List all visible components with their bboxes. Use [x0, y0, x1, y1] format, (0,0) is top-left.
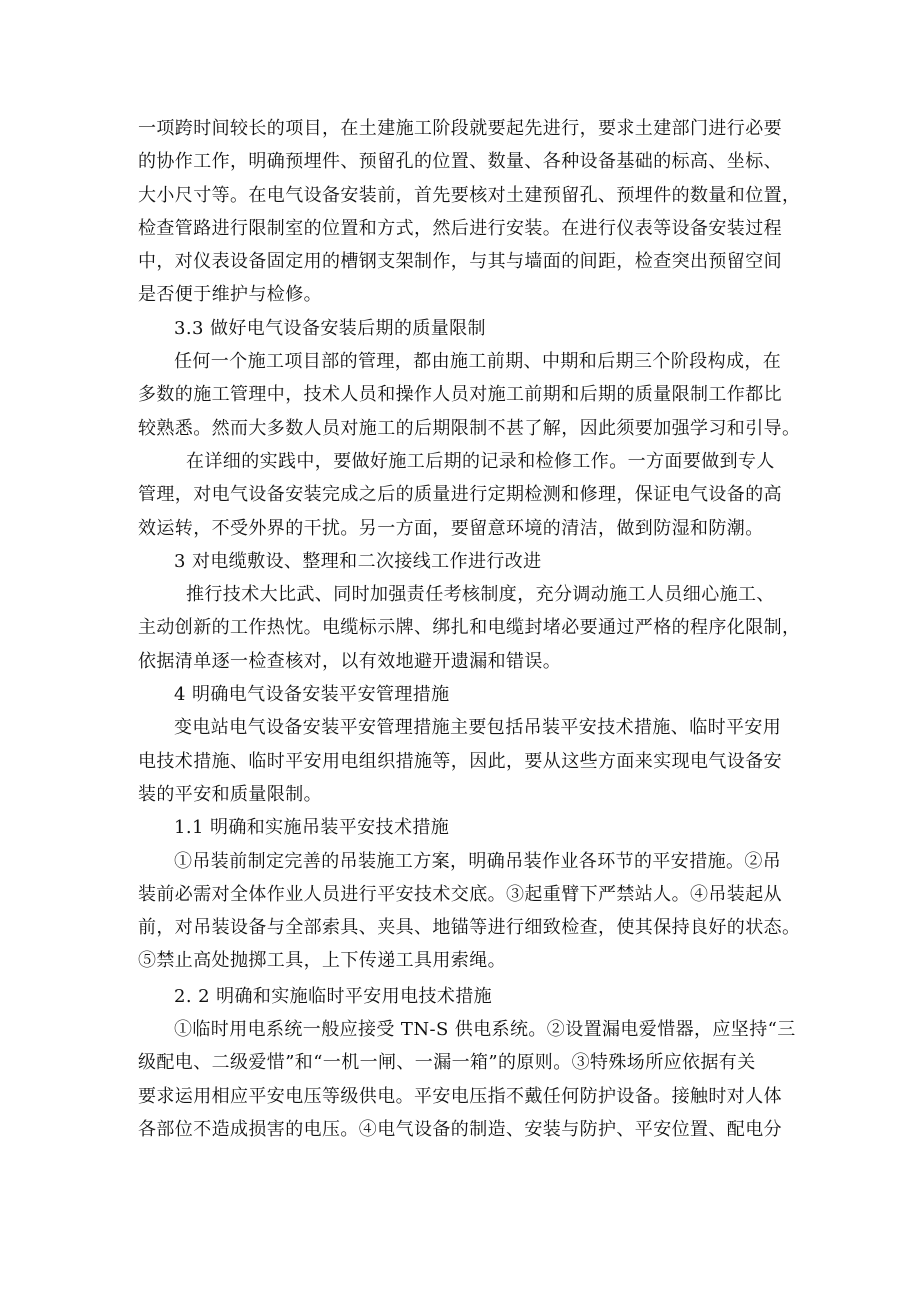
- body-line: 装前必需对全体作业人员进行平安技术交底。③起重臂下严禁站人。④吊装起从: [138, 883, 782, 905]
- body-line: 主动创新的工作热忱。电缆标示牌、绑扎和电缆封堵必要通过严格的程序化限制，: [138, 617, 801, 639]
- section-heading: 3 对电缆敷设、整理和二次接线工作进行改进: [174, 550, 542, 572]
- body-line: 较熟悉。然而大多数人员对施工的后期限制不甚了解，因此须要加强学习和引导。: [138, 417, 801, 439]
- body-line: ①吊装前制定完善的吊装施工方案，明确吊装作业各环节的平安措施。②吊: [174, 850, 782, 872]
- body-line: 前，对吊装设备与全部索具、夹具、地锚等进行细致检查，使其保持良好的状态。: [138, 917, 801, 939]
- body-line: ①临时用电系统一般应接受 TN-S 供电系统。②设置漏电爱惜器，应坚持“三: [174, 1019, 796, 1041]
- body-line: 任何一个施工项目部的管理，都由施工前期、中期和后期三个阶段构成，在: [174, 351, 782, 373]
- document-body: [138, 112, 801, 1146]
- body-line: 一项跨时间较长的项目，在土建施工阶段就要起先进行，要求土建部门进行必要: [138, 118, 782, 139]
- section-heading: 3.3 做好电气设备安装后期的质量限制: [174, 317, 486, 339]
- body-line: 多数的施工管理中，技术人员和操作人员对施工前期和后期的质量限制工作都比: [138, 384, 782, 406]
- body-line: 检查管路进行限制室的位置和方式，然后进行安装。在进行仪表等设备安装过程: [138, 217, 782, 239]
- body-line: 管理，对电气设备安装完成之后的质量进行定期检测和修理，保证电气设备的高: [138, 484, 782, 506]
- body-line: 依据清单逐一检查核对，以有效地避开遗漏和错误。: [138, 650, 562, 672]
- section-heading: 2. 2 明确和实施临时平安用电技术措施: [174, 985, 493, 1007]
- body-line: 级配电、二级爱惜”和“一机一闸、一漏一箱”的原则。③特殊场所应依据有关: [138, 1052, 756, 1074]
- body-line: 是否便于维护与检修。: [138, 284, 322, 306]
- body-line: 变电站电气设备安装平安管理措施主要包括吊装平安技术措施、临时平安用: [174, 717, 782, 739]
- body-line: 在详细的实践中，要做好施工后期的记录和检修工作。一方面要做到专人: [186, 450, 775, 472]
- body-line: 大小尺寸等。在电气设备安装前，首先要核对土建预留孔、预埋件的数量和位置，: [138, 184, 801, 206]
- body-line: 推行技术大比武、同时加强责任考核制度，充分调动施工人员细心施工、: [186, 584, 775, 606]
- body-line: 效运转，不受外界的干扰。另一方面，要留意环境的清洁，做到防湿和防潮。: [138, 517, 764, 539]
- body-line: 各部位不造成损害的电压。④电气设备的制造、安装与防护、平安位置、配电分: [138, 1118, 782, 1140]
- section-heading: 4 明确电气设备安装平安管理措施: [174, 684, 450, 706]
- body-line: 中，对仪表设备固定用的槽钢支架制作，与其与墙面的间距，检查突出预留空间: [138, 251, 782, 273]
- body-line: 的协作工作，明确预埋件、预留孔的位置、数量、各种设备基础的标高、坐标、: [138, 151, 782, 173]
- body-line: ⑤禁止高处抛掷工具，上下传递工具用索绳。: [138, 950, 506, 972]
- body-line: 要求运用相应平安电压等级供电。平安电压指不戴任何防护设备。接触时对人体: [138, 1085, 782, 1107]
- section-heading: 1.1 明确和实施吊装平安技术措施: [174, 817, 450, 839]
- body-line: 装的平安和质量限制。: [138, 783, 322, 805]
- body-line: 电技术措施、临时平安用电组织措施等，因此，要从这些方面来实现电气设备安: [138, 750, 782, 772]
